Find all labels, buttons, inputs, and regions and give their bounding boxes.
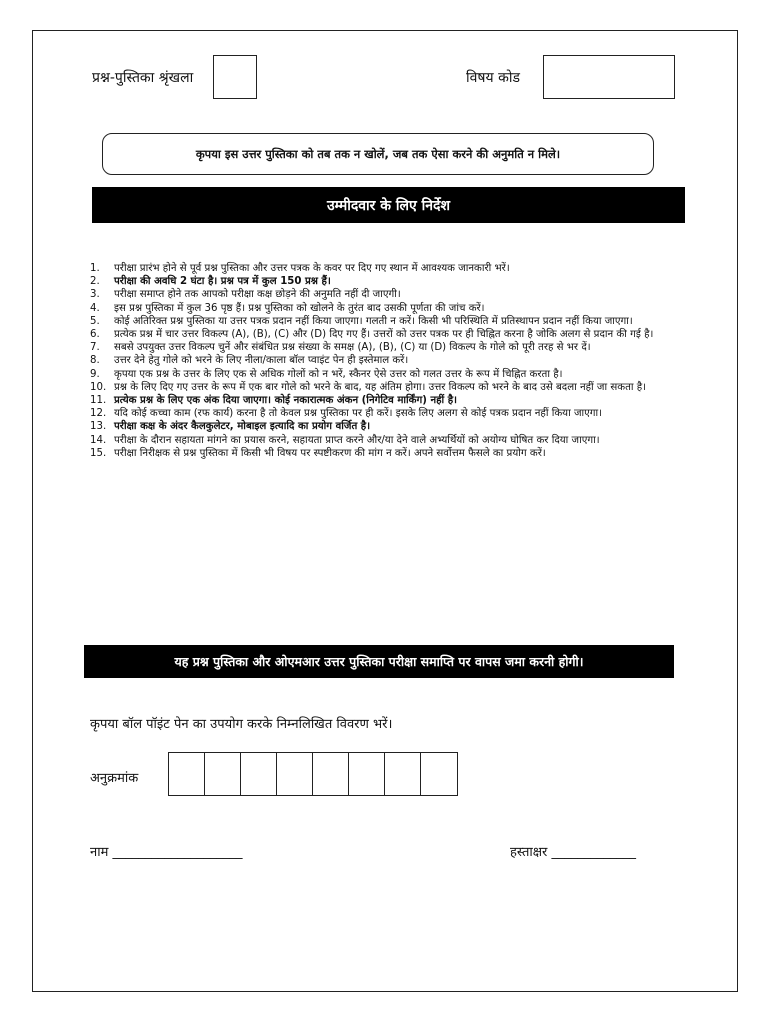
instruction-item	[90, 354, 670, 367]
instruction-text: उत्तर देने हेतु गोले को भरने के लिए नीला/काला बॉल प्वाइंट पेन ही इस्तेमाल करें।	[114, 355, 409, 367]
instruction-number: 11.	[90, 395, 107, 407]
instruction-text: परीक्षा निरीक्षक से प्रश्न पुस्तिका में किसी भी विषय पर स्पष्टीकरण की मांग न करें। अपने सर्वोत्तम फैसले का प्रयोग करें।	[114, 447, 546, 459]
instruction-text: यदि कोई कच्चा काम (रफ कार्य) करना है तो केवल प्रश्न पुस्तिका पर ही करें। इसके लिए अलग से कोई पत्रक प्रदान नहीं किया जाएगा।	[114, 408, 603, 420]
instruction-item	[90, 341, 670, 354]
instruction-number: 15.	[90, 447, 107, 459]
roll-number-cell[interactable]	[421, 753, 457, 795]
instruction-text: परीक्षा कक्ष के अंदर कैलकुलेटर, मोबाइल इत्यादि का प्रयोग वर्जित है।	[114, 421, 371, 433]
instruction-number: 7.	[90, 342, 100, 354]
instruction-text: परीक्षा के दौरान सहायता मांगने का प्रयास करने, सहायता प्राप्त करने और/या देने वाले अभ्यर्थियों को अयोग्य घोषित कर दिया जाएगा।	[114, 434, 600, 446]
fill-instruction: कृपया बॉल पॉइंट पेन का उपयोग करके निम्नलिखित विवरण भरें।	[90, 717, 393, 732]
instruction-number: 12.	[90, 408, 107, 420]
instruction-item	[90, 328, 670, 341]
roll-number-label: अनुक्रमांक	[90, 771, 139, 786]
do-not-open-notice	[102, 133, 654, 175]
instruction-item	[90, 394, 670, 407]
return-notice-bar	[84, 645, 674, 678]
instruction-text: परीक्षा प्रारंभ होने से पूर्व प्रश्न पुस्तिका और उत्तर पत्रक के कवर पर दिए गए स्थान में आवश्यक जानकारी भरें।	[114, 263, 510, 274]
instruction-item	[90, 381, 670, 394]
subject-code-input-box[interactable]	[543, 55, 675, 99]
roll-number-cell[interactable]	[385, 753, 421, 795]
instruction-number: 3.	[90, 289, 100, 301]
instruction-item	[90, 302, 670, 315]
roll-number-cell[interactable]	[349, 753, 385, 795]
signature-field[interactable]: हस्ताक्षर _____________	[510, 845, 637, 860]
return-notice-text: यह प्रश्न पुस्तिका और ओएमआर उत्तर पुस्तिका परीक्षा समाप्ति पर वापस जमा करनी होगी।	[174, 654, 584, 669]
instruction-number: 8.	[90, 355, 100, 367]
instruction-number: 6.	[90, 329, 100, 341]
instruction-number: 9.	[90, 368, 100, 380]
instruction-text: सबसे उपयुक्त उत्तर विकल्प चुनें और संबंधित प्रश्न संख्या के समक्ष (A), (B), (C) या (D) विकल्प के गोले को पूरी तरह से भर दें।	[114, 342, 591, 354]
instruction-text: प्रश्न के लिए दिए गए उत्तर के रूप में एक बार गोले को भरने के बाद, यह अंतिम होगा। उत्तर विकल्प को भरने के बाद उसे बदला नहीं जा सकता है।	[114, 381, 647, 393]
name-field[interactable]: नाम ____________________	[90, 845, 243, 860]
instruction-item	[90, 420, 670, 433]
instruction-text: परीक्षा की अवधि 2 घंटा है। प्रश्न पत्र में कुल 150 प्रश्न हैं।	[114, 276, 331, 288]
instruction-number: 4.	[90, 302, 100, 314]
instruction-number: 13.	[90, 421, 107, 433]
instructions-list	[90, 262, 670, 460]
instructions-title-bar	[92, 187, 685, 223]
subject-code-label: विषय कोड	[466, 70, 520, 86]
instruction-text: इस प्रश्न पुस्तिका में कुल 36 पृष्ठ हैं। प्रश्न पुस्तिका को खोलने के तुरंत बाद उसकी पूर्णता की जांच करें।	[114, 302, 485, 314]
instruction-number: 1.	[90, 263, 100, 274]
instructions-title: उम्मीदवार के लिए निर्देश	[326, 197, 450, 214]
instruction-item	[90, 262, 670, 275]
roll-number-cell[interactable]	[205, 753, 241, 795]
roll-number-cell[interactable]	[169, 753, 205, 795]
instruction-item	[90, 434, 670, 447]
roll-number-cell[interactable]	[313, 753, 349, 795]
instruction-number: 2.	[90, 276, 100, 288]
roll-number-grid	[168, 752, 458, 796]
instruction-text: प्रत्येक प्रश्न में चार उत्तर विकल्प (A), (B), (C) और (D) दिए गए हैं। उत्तरों को उत्तर पत्रक पर ही चिह्नित करना है जोकि अलग से प्रदान की गई है।	[114, 329, 654, 341]
instruction-text: कृपया एक प्रश्न के उत्तर के लिए एक से अधिक गोलों को न भरें, स्कैनर ऐसे उत्तर को गलत उत्तर के रूप में चिह्नित करता है।	[114, 368, 563, 380]
instruction-text: कोई अतिरिक्त प्रश्न पुस्तिका या उत्तर पत्रक प्रदान नहीं किया जाएगा। गलती न करें। किसी भी परिस्थिति में प्रतिस्थापन प्रदान नहीं किया जाएगा।	[114, 315, 633, 327]
instruction-item	[90, 288, 670, 301]
instruction-number: 10.	[90, 381, 107, 393]
instruction-text: प्रत्येक प्रश्न के लिए एक अंक दिया जाएगा। कोई नकारात्मक अंकन (निगेटिव मार्किंग) नहीं है।	[114, 395, 457, 407]
series-label: प्रश्न-पुस्तिका श्रृंखला	[92, 70, 194, 86]
instruction-item	[90, 315, 670, 328]
instruction-text: परीक्षा समाप्त होने तक आपको परीक्षा कक्ष छोड़ने की अनुमति नहीं दी जाएगी।	[114, 289, 401, 301]
roll-number-cell[interactable]	[241, 753, 277, 795]
do-not-open-notice-text: कृपया इस उत्तर पुस्तिका को तब तक न खोलें, जब तक ऐसा करने की अनुमति न मिले।	[195, 146, 561, 161]
roll-number-cell[interactable]	[277, 753, 313, 795]
instruction-item	[90, 275, 670, 288]
instruction-item	[90, 407, 670, 420]
series-input-box[interactable]	[213, 55, 257, 99]
instruction-number: 5.	[90, 315, 100, 327]
instruction-item	[90, 447, 670, 460]
instruction-item	[90, 368, 670, 381]
instruction-number: 14.	[90, 434, 107, 446]
